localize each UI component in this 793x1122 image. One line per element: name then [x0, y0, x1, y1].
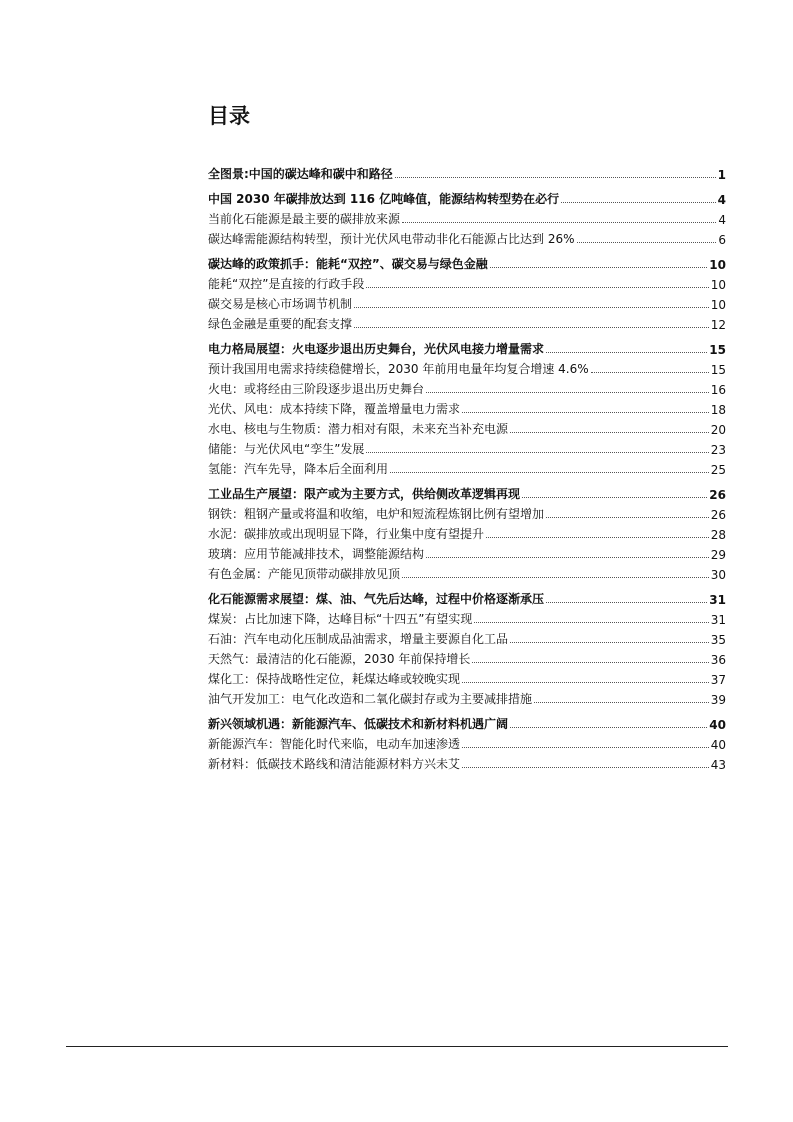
toc-page-number: 23 [710, 443, 726, 457]
dot-leader [546, 351, 707, 353]
dot-leader [366, 286, 708, 288]
toc-subsection-entry[interactable] [208, 227, 726, 247]
toc-section [208, 712, 726, 772]
toc-page-number: 15 [709, 343, 726, 357]
dot-leader [577, 241, 717, 243]
toc-subsection-entry[interactable] [208, 457, 726, 477]
dot-leader [426, 391, 709, 393]
toc-entry-title: 钢铁：粗钢产量或将温和收缩，电炉和短流程炼钢比例有望增加 [208, 507, 545, 521]
toc-subsection-entry[interactable] [208, 312, 726, 332]
dot-leader [395, 176, 716, 178]
page-title: 目录 [208, 104, 250, 128]
dot-leader [510, 726, 707, 728]
toc-entry-title: 当前化石能源是最主要的碳排放来源 [208, 212, 401, 226]
dot-leader [462, 681, 709, 683]
toc-section [208, 482, 726, 582]
toc-page-number: 43 [710, 758, 726, 772]
toc-chapter-entry[interactable] [208, 162, 726, 182]
toc-page-number: 37 [710, 673, 726, 687]
toc-entry-title: 煤炭：占比加速下降，达峰目标“十四五”有望实现 [208, 612, 473, 626]
toc-page-number: 29 [710, 548, 726, 562]
toc-subsection-entry[interactable] [208, 732, 726, 752]
dot-leader [474, 621, 708, 623]
toc-page-number: 36 [710, 653, 726, 667]
toc-entry-title: 玻璃：应用节能减排技术，调整能源结构 [208, 547, 425, 561]
toc-subsection-entry[interactable] [208, 437, 726, 457]
toc-subsection-entry[interactable] [208, 687, 726, 707]
toc-page-number: 1 [717, 168, 726, 182]
toc-section [208, 162, 726, 182]
toc-page-number: 39 [710, 693, 726, 707]
toc-entry-title: 油气开发加工：电气化改造和二氧化碳封存或为主要减排措施 [208, 692, 533, 706]
toc-page-number: 10 [710, 278, 726, 292]
dot-leader [354, 306, 709, 308]
toc-entry-title: 中国 2030 年碳排放达到 116 亿吨峰值，能源结构转型势在必行 [208, 192, 560, 206]
toc-entry-title: 煤化工：保持战略性定位，耗煤达峰或较晚实现 [208, 672, 461, 686]
dot-leader [546, 601, 707, 603]
toc-entry-title: 能耗“双控”是直接的行政手段 [208, 277, 365, 291]
toc-page-number: 4 [718, 213, 726, 227]
toc-page-number: 31 [709, 593, 726, 607]
dot-leader [591, 371, 709, 373]
toc-subsection-entry[interactable] [208, 417, 726, 437]
toc-entry-title: 新能源汽车：智能化时代来临，电动车加速渗透 [208, 737, 461, 751]
dot-leader [462, 746, 709, 748]
dot-leader [510, 641, 709, 643]
toc-section [208, 587, 726, 707]
toc-entry-title: 碳达峰的政策抓手：能耗“双控”、碳交易与绿色金融 [208, 257, 488, 271]
toc-entry-title: 光伏、风电：成本持续下降，覆盖增量电力需求 [208, 402, 461, 416]
toc-page-number: 30 [710, 568, 726, 582]
toc-page-number: 26 [710, 508, 726, 522]
dot-leader [561, 201, 715, 203]
toc-chapter-entry[interactable] [208, 712, 726, 732]
toc-page-number: 15 [710, 363, 726, 377]
toc-entry-title: 火电：或将经由三阶段逐步退出历史舞台 [208, 382, 425, 396]
toc-chapter-entry[interactable] [208, 337, 726, 357]
toc-page-number: 28 [710, 528, 726, 542]
toc-entry-title: 化石能源需求展望：煤、油、气先后达峰，过程中价格逐渐承压 [208, 592, 545, 606]
toc-entry-title: 电力格局展望：火电逐步退出历史舞台，光伏风电接力增量需求 [208, 342, 545, 356]
toc-subsection-entry[interactable] [208, 377, 726, 397]
toc-entry-title: 绿色金融是重要的配套支撑 [208, 317, 353, 331]
toc-subsection-entry[interactable] [208, 542, 726, 562]
toc-page-number: 18 [710, 403, 726, 417]
dot-leader [546, 516, 709, 518]
toc-chapter-entry[interactable] [208, 587, 726, 607]
toc-subsection-entry[interactable] [208, 562, 726, 582]
toc-chapter-entry[interactable] [208, 252, 726, 272]
toc-page-number: 25 [710, 463, 726, 477]
toc-entry-title: 水电、核电与生物质：潜力相对有限，未来充当补充电源 [208, 422, 509, 436]
toc-entry-title: 储能：与光伏风电“孪生”发展 [208, 442, 365, 456]
toc-section [208, 337, 726, 477]
dot-leader [354, 326, 709, 328]
toc-page-number: 10 [709, 258, 726, 272]
dot-leader [534, 701, 709, 703]
toc-section [208, 252, 726, 332]
toc-page-number: 26 [709, 488, 726, 502]
toc-page-number: 40 [709, 718, 726, 732]
toc-entry-title: 氢能：汽车先导，降本后全面利用 [208, 462, 389, 476]
toc-entry-title: 天然气：最清洁的化石能源，2030 年前保持增长 [208, 652, 471, 666]
toc-chapter-entry[interactable] [208, 482, 726, 502]
toc-entry-title: 工业品生产展望：限产或为主要方式，供给侧改革逻辑再现 [208, 487, 521, 501]
toc-page-number: 35 [710, 633, 726, 647]
dot-leader [426, 556, 709, 558]
dot-leader [366, 451, 708, 453]
toc-entry-title: 碳达峰需能源结构转型，预计光伏风电带动非化石能源占比达到 26% [208, 232, 575, 246]
toc-entry-title: 石油：汽车电动化压制成品油需求，增量主要源自化工品 [208, 632, 509, 646]
toc-subsection-entry[interactable] [208, 292, 726, 312]
toc-page-number: 10 [710, 298, 726, 312]
dot-leader [490, 266, 708, 268]
dot-leader [402, 221, 716, 223]
dot-leader [510, 431, 709, 433]
toc-page-number: 31 [710, 613, 726, 627]
toc-subsection-entry[interactable] [208, 627, 726, 647]
toc-subsection-entry[interactable] [208, 502, 726, 522]
toc-entry-title: 全图景:中国的碳达峰和碳中和路径 [208, 167, 393, 181]
toc-subsection-entry[interactable] [208, 357, 726, 377]
toc-subsection-entry[interactable] [208, 207, 726, 227]
toc-entry-title: 预计我国用电需求持续稳健增长，2030 年前用电量年均复合增速 4.6% [208, 362, 589, 376]
dot-leader [462, 411, 709, 413]
toc-entry-title: 碳交易是核心市场调节机制 [208, 297, 353, 311]
toc-page-number: 20 [710, 423, 726, 437]
dot-leader [462, 766, 709, 768]
toc-page-number: 40 [710, 738, 726, 752]
toc-subsection-entry[interactable] [208, 607, 726, 627]
toc-chapter-entry[interactable] [208, 187, 726, 207]
toc-page-number: 4 [717, 193, 726, 207]
toc-subsection-entry[interactable] [208, 272, 726, 292]
dot-leader [402, 576, 709, 578]
dot-leader [522, 496, 707, 498]
toc-subsection-entry[interactable] [208, 667, 726, 687]
toc-page-number: 16 [710, 383, 726, 397]
toc-section [208, 187, 726, 247]
toc-entry-title: 有色金属：产能见顶带动碳排放见顶 [208, 567, 401, 581]
toc-subsection-entry[interactable] [208, 752, 726, 772]
toc-entry-title: 新材料：低碳技术路线和清洁能源材料方兴未艾 [208, 757, 461, 771]
toc-subsection-entry[interactable] [208, 522, 726, 542]
dot-leader [486, 536, 709, 538]
toc-page-number: 6 [718, 233, 726, 247]
dot-leader [390, 471, 709, 473]
toc-subsection-entry[interactable] [208, 647, 726, 667]
table-of-contents [208, 162, 726, 777]
toc-subsection-entry[interactable] [208, 397, 726, 417]
dot-leader [472, 661, 708, 663]
toc-entry-title: 新兴领域机遇：新能源汽车、低碳技术和新材料机遇广阔 [208, 717, 509, 731]
footer-divider [66, 1046, 728, 1047]
toc-entry-title: 水泥：碳排放或出现明显下降，行业集中度有望提升 [208, 527, 485, 541]
toc-page-number: 12 [710, 318, 726, 332]
